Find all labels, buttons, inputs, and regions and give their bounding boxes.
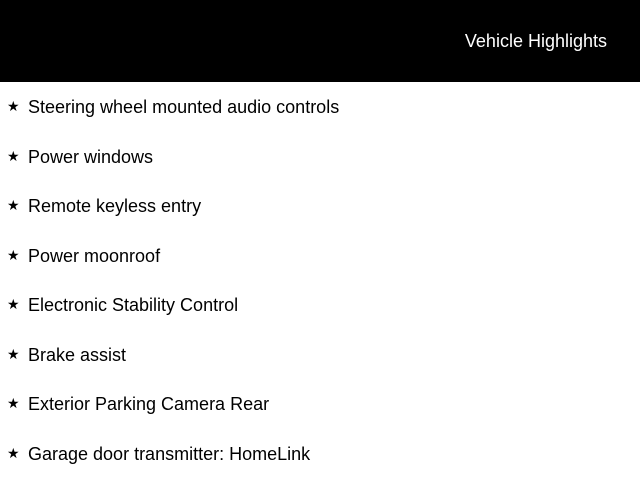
- list-item: [0, 344, 640, 374]
- list-item: [0, 245, 640, 275]
- list-item-label: Remote keyless entry: [28, 196, 202, 216]
- star-icon: ★: [7, 247, 20, 264]
- header-bar: [0, 0, 640, 82]
- star-icon: ★: [7, 148, 20, 165]
- list-item-label: Electronic Stability Control: [28, 295, 239, 315]
- star-icon: ★: [7, 198, 20, 214]
- list-item-label: Power moonroof: [28, 245, 161, 266]
- page-title: Vehicle Highlights: [464, 31, 607, 51]
- list-item-label: Steering wheel mounted audio controls: [28, 97, 340, 117]
- star-icon: ★: [7, 396, 20, 412]
- list-item-label: Power windows: [28, 146, 154, 167]
- star-icon: ★: [7, 346, 20, 363]
- star-icon: ★: [7, 99, 20, 115]
- star-icon: ★: [7, 297, 20, 313]
- list-item: [0, 393, 640, 423]
- list-item-label: Exterior Parking Camera Rear: [28, 394, 270, 414]
- list-item: [0, 294, 640, 324]
- list-item: [0, 96, 640, 126]
- star-icon: ★: [7, 445, 20, 462]
- list-item-label: Garage door transmitter: HomeLink: [28, 443, 311, 464]
- list-item-label: Brake assist: [28, 344, 127, 365]
- list-item: [0, 443, 640, 473]
- list-item: [0, 146, 640, 176]
- list-item: [0, 195, 640, 225]
